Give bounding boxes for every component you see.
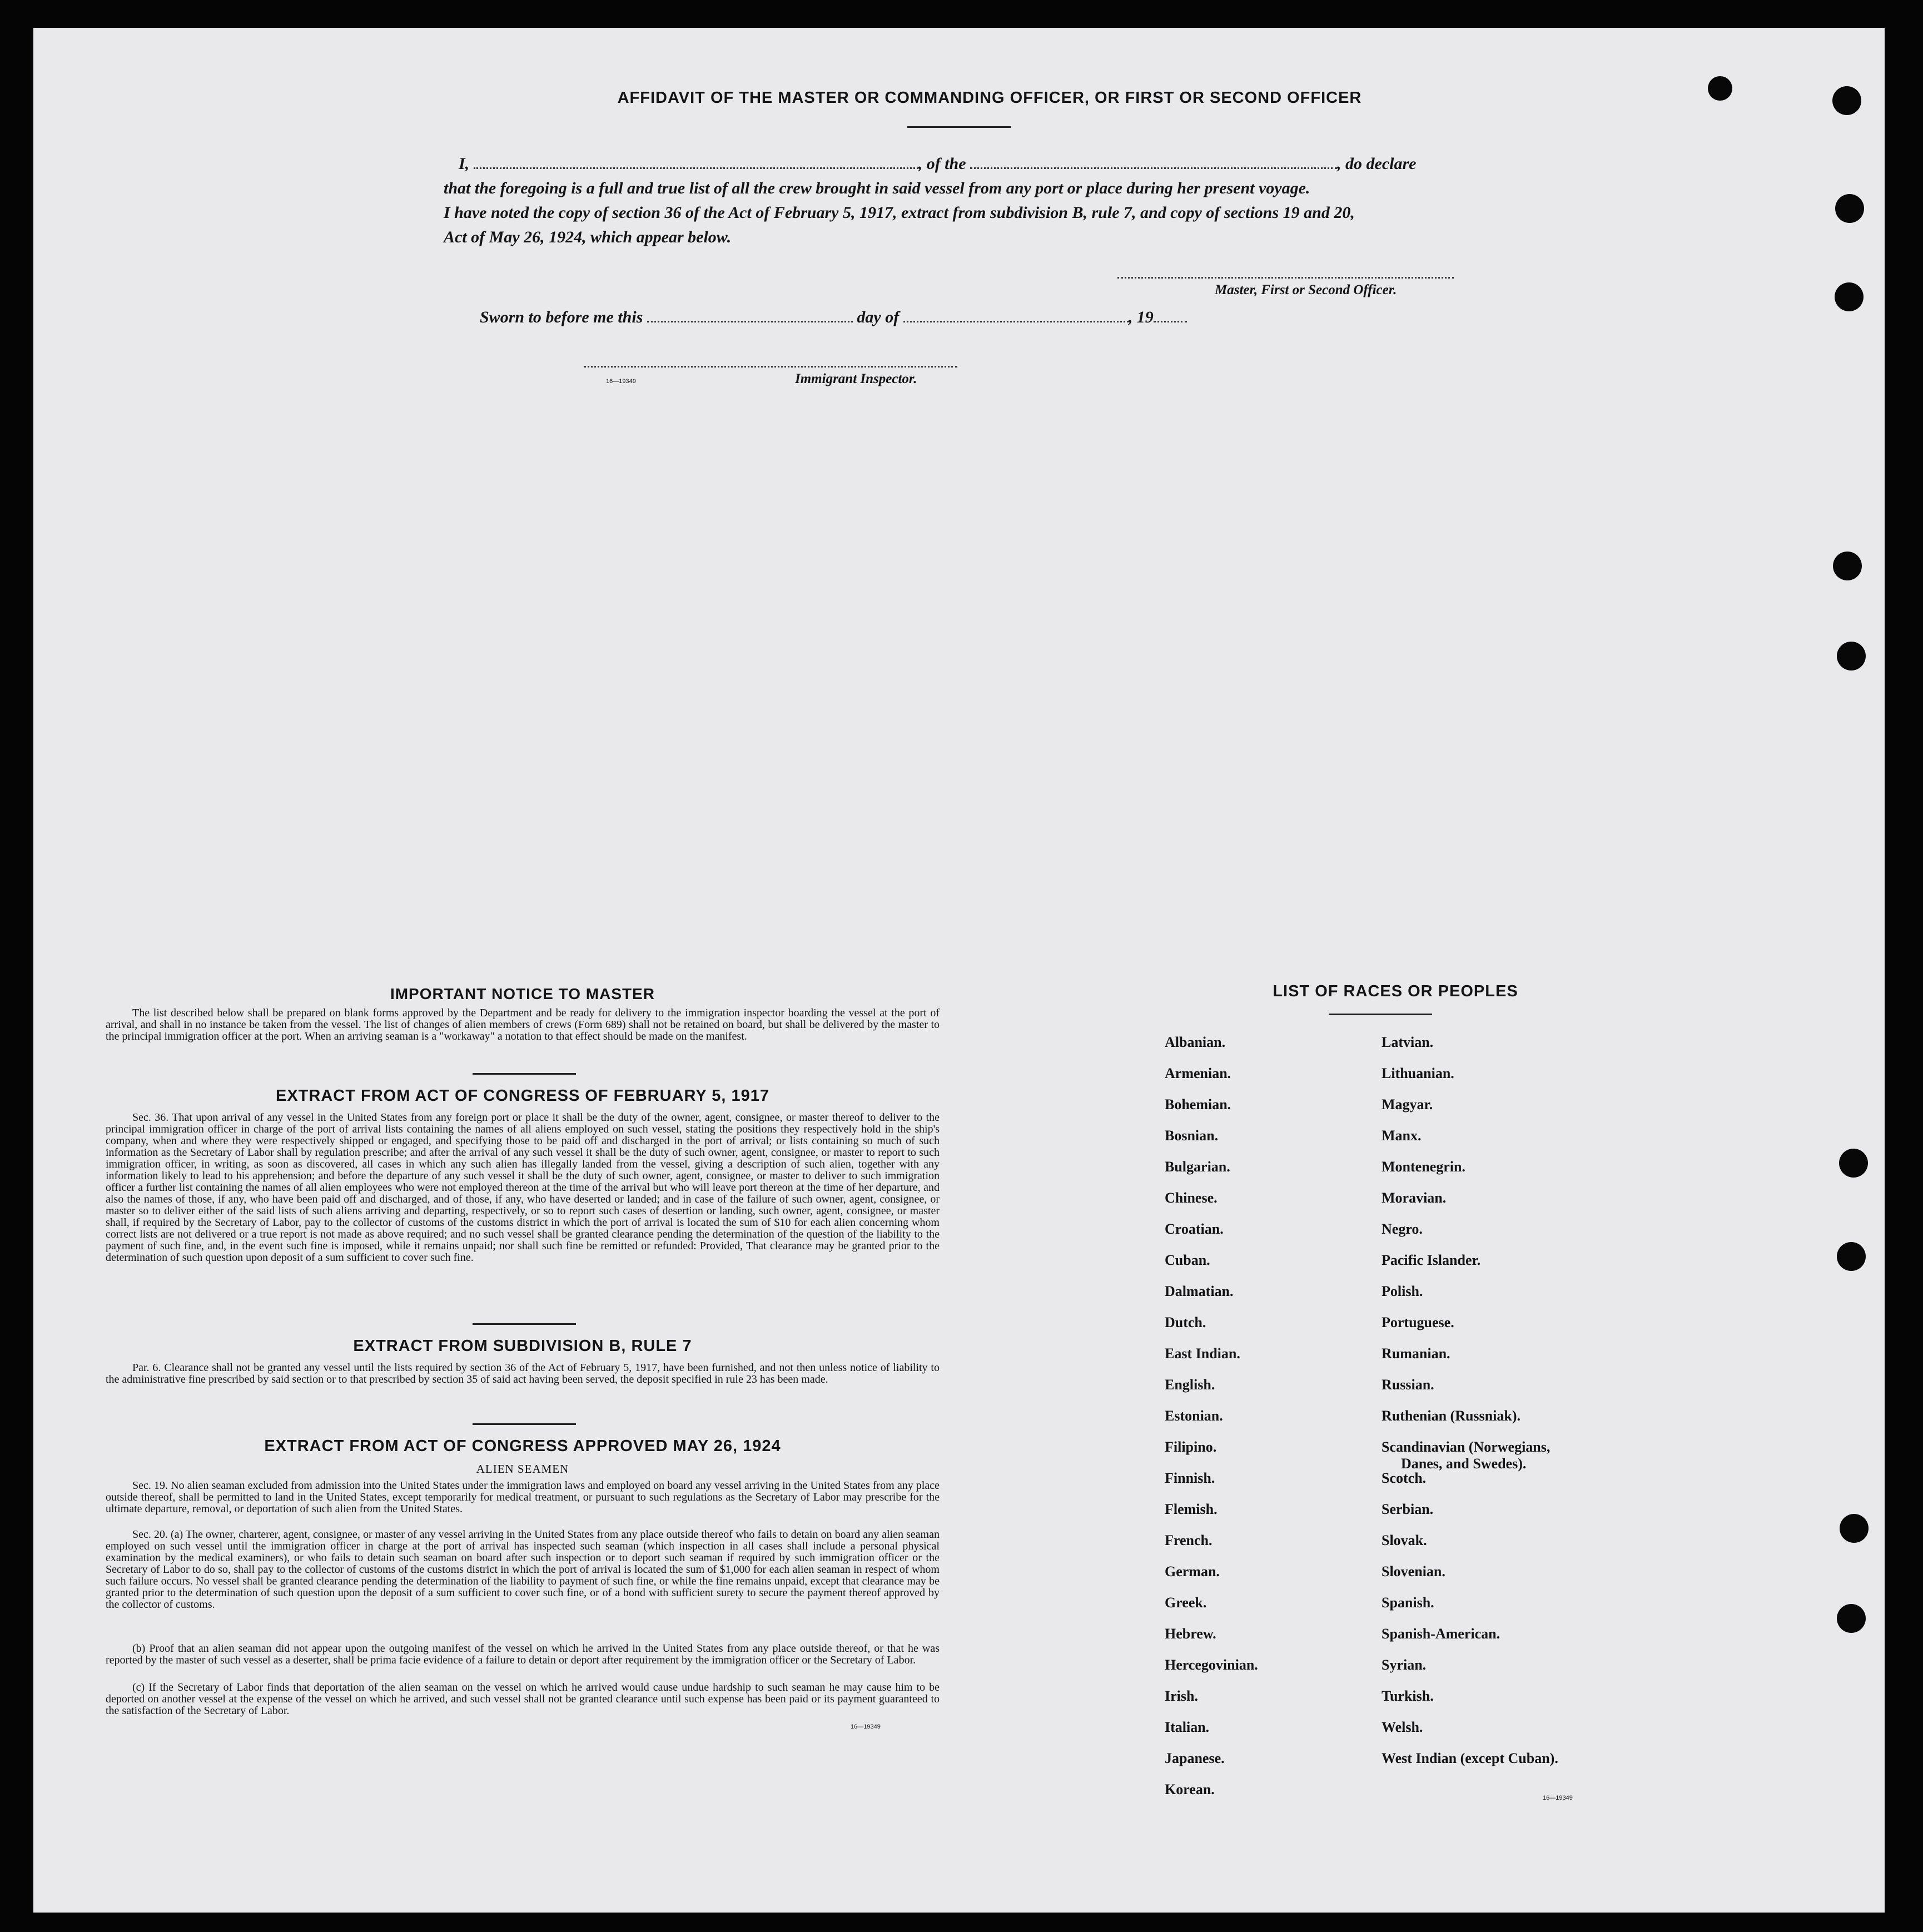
race-item: Bohemian. [1165, 1096, 1231, 1112]
race-item: English. [1165, 1377, 1215, 1393]
signature-line[interactable] [1117, 277, 1454, 279]
race-item: Irish. [1165, 1688, 1198, 1704]
race-item: Pacific Islander. [1382, 1252, 1481, 1268]
sec-19-text: Sec. 19. No alien seaman excluded from admission into the United States under the immigration laws and employed on board any vessel arriving in the United States from any place outside thereof, shall be permitted to land in the United States, except temporarily for medical treatment, or pursuant to such regulations as the Secretary of Labor may prescribe for the ultimate departure, removal, or deportation of such alien from the United States. [106, 1479, 940, 1515]
race-item: Finnish. [1165, 1470, 1215, 1486]
race-item: Turkish. [1382, 1688, 1434, 1704]
race-item: Slovak. [1382, 1532, 1427, 1548]
race-item: Hebrew. [1165, 1626, 1216, 1642]
race-item: Scotch. [1382, 1470, 1427, 1486]
form-sheet [33, 28, 1885, 1913]
race-item: Russian. [1382, 1377, 1434, 1393]
notice-divider [473, 1073, 576, 1075]
affidavit-line-2: that the foregoing is a full and true list of all the crew brought in said vessel from any port or place during her present voyage. [444, 179, 1310, 197]
race-item: Ruthenian (Russniak). [1382, 1408, 1520, 1424]
race-item: Estonian. [1165, 1408, 1223, 1424]
race-item: Portuguese. [1382, 1314, 1454, 1330]
affidavit-line-3: I have noted the copy of section 36 of the Act of February 5, 1917, extract from subdivision B, rule 7, and copy of sections 19 and 20, [444, 203, 1355, 222]
binder-hole [1840, 1514, 1869, 1543]
race-item: Hercegovinian. [1165, 1657, 1258, 1673]
race-item: Filipino. [1165, 1439, 1217, 1455]
declarant-line [459, 155, 1416, 173]
sec-20b-text: (b) Proof that an alien seaman did not appear upon the outgoing manifest of the vessel on which he arrived in the United States from any place outside thereof, or that he was reported by the master of such vessel as a deserter, shall be prima facie evidence of a failure to detain or deport after requirement by the immigration officer or the Secretary of Labor. [106, 1642, 940, 1666]
race-item: Greek. [1165, 1595, 1207, 1611]
binder-hole [1837, 642, 1866, 671]
race-item: Italian. [1165, 1719, 1210, 1735]
race-item: Dutch. [1165, 1314, 1206, 1330]
sworn-day-field[interactable] [647, 321, 853, 322]
sworn-month-field[interactable] [903, 321, 1129, 322]
binder-hole [1832, 86, 1861, 115]
rule-7-divider [473, 1423, 576, 1425]
race-item: West Indian (except Cuban). [1382, 1750, 1558, 1766]
do-declare-label: , do declare [1337, 155, 1417, 173]
race-item: Lithuanian. [1382, 1065, 1454, 1081]
race-item: Montenegrin. [1382, 1159, 1465, 1175]
inspector-label: Immigrant Inspector. [795, 371, 917, 386]
race-item: German. [1165, 1563, 1220, 1580]
race-item: Japanese. [1165, 1750, 1225, 1766]
race-item: Syrian. [1382, 1657, 1427, 1673]
declarant-name-field[interactable] [474, 167, 918, 169]
affidavit-form-code: 16—19349 [606, 378, 636, 385]
binder-hole [1835, 194, 1864, 223]
year-prefix-label: , 19 [1128, 308, 1154, 326]
race-item: Scandinavian (Norwegians, [1382, 1439, 1551, 1455]
race-item: Bosnian. [1165, 1128, 1219, 1144]
race-item: Slovenian. [1382, 1563, 1445, 1580]
races-divider [1329, 1014, 1432, 1015]
race-item: Moravian. [1382, 1190, 1447, 1206]
extract-1924-form-code: 16—19349 [851, 1724, 881, 1730]
day-of-label: day of [857, 308, 900, 326]
race-item: Chinese. [1165, 1190, 1218, 1206]
binder-hole [1708, 76, 1732, 101]
i-label: I, [459, 155, 470, 173]
extract-1917-divider [473, 1323, 576, 1325]
race-item: Armenian. [1165, 1065, 1231, 1081]
race-item: Manx. [1382, 1128, 1422, 1144]
sec-20c-text: (c) If the Secretary of Labor finds that deportation of the alien seaman on the vessel on which he arrived would cause undue hardship to such seaman he may cause him to be deported on another vessel at the expense of the vessel on which he arrived, and such vessel shall not be granted clearance until such expense has been paid or its payment guaranteed to the satisfaction of the Secretary of Labor. [106, 1681, 940, 1717]
notice-text: The list described below shall be prepared on blank forms approved by the Department and be ready for delivery to the immigration inspector boarding the vessel at the port of arrival, and shall in no instance be taken from the vessel. The list of changes of alien members of crews (Form 689) shall not be retained on board, but shall be delivered by the master to the principal immigration officer at the port. When an arriving seaman is a "workaway" a notation to that effect should be made on the manifest. [106, 1007, 940, 1042]
race-item: Rumanian. [1382, 1345, 1450, 1362]
extract-1924-subtitle: ALIEN SEAMEN [476, 1462, 569, 1476]
race-item: Bulgarian. [1165, 1159, 1230, 1175]
title-underline [907, 126, 1011, 128]
extract-1917-text: Sec. 36. That upon arrival of any vessel in the United States from any foreign port or place it shall be the duty of the owner, agent, consignee, or master thereof to deliver to the principal immigration officer in charge of the port of arrival lists containing the names of all aliens employed on such vessel, stating the positions they respectively hold in the ship's company, when and where they were respectively shipped or engaged, and specifying those to be paid off and discharged in the port of arrival; or lists containing so much of such information as the Secretary of Labor shall by regulation prescribe; and after the arrival of any such vessel it shall be the duty of such owner, agent, consignee, or master to report to such immigration officer, in writing, as soon as discovered, all cases in which any such alien has illegally landed from the vessel, giving a description of such alien, together with any information likely to lead to his apprehension; and before the departure of any such vessel it shall be the duty of such owner, agent, consignee, or master to deliver to such immigration officer a further list containing the names of all alien employees who were not employed thereon at the time of the arrival but who will leave port thereon at the time of her departure, and also the names of those, if any, who have been paid off and discharged, and of those, if any, who have deserted or landed; and in case of the failure of such owner, agent, consignee, or master so to deliver either of the said lists of such aliens arriving and departing, respectively, or so to report such cases of desertion or landing, such owner, agent, consignee, or master shall, if required by the Secretary of Labor, pay to the collector of customs of the customs district in which the port of arrival is located the sum of $10 for each alien concerning whom correct lists are not delivered or a true report is not made as above required; and no such vessel shall be granted clearance pending the determination of the question of the liability to the payment of such fine, and, in the event such fine is imposed, while it remains unpaid; nor shall such fine be remitted or refunded: Provided, That clearance may be granted prior to the determination of such question upon deposit of a sum sufficient to cover such fine. [106, 1111, 940, 1264]
race-item: Dalmatian. [1165, 1283, 1234, 1299]
binder-hole [1837, 1604, 1866, 1633]
vessel-name-field[interactable] [970, 167, 1337, 169]
race-item: Serbian. [1382, 1501, 1434, 1517]
binder-hole [1833, 552, 1862, 580]
binder-hole [1837, 1242, 1866, 1271]
binder-hole [1839, 1149, 1868, 1178]
race-item: Latvian. [1382, 1034, 1434, 1050]
sworn-label: Sworn to before me this [480, 308, 643, 326]
notice-title: IMPORTANT NOTICE TO MASTER [390, 985, 655, 1002]
binder-hole [1835, 282, 1864, 311]
rule-7-title: EXTRACT FROM SUBDIVISION B, RULE 7 [353, 1337, 692, 1355]
race-item: Croatian. [1165, 1221, 1224, 1237]
races-title: LIST OF RACES OR PEOPLES [1273, 982, 1518, 1000]
sworn-year-field[interactable] [1154, 321, 1187, 322]
race-item: Albanian. [1165, 1034, 1226, 1050]
race-item: Welsh. [1382, 1719, 1423, 1735]
affidavit-title: AFFIDAVIT OF THE MASTER OR COMMANDING OFFICER, OR FIRST OR SECOND OFFICER [617, 89, 1362, 107]
sworn-line [480, 308, 1187, 327]
affidavit-line-4: Act of May 26, 1924, which appear below. [444, 228, 732, 246]
race-item: Cuban. [1165, 1252, 1210, 1268]
race-item: Magyar. [1382, 1096, 1433, 1112]
race-item: Korean. [1165, 1781, 1215, 1797]
race-item: Polish. [1382, 1283, 1423, 1299]
extract-1924-title: EXTRACT FROM ACT OF CONGRESS APPROVED MAY 26, 1924 [264, 1437, 781, 1455]
race-item: Spanish. [1382, 1595, 1434, 1611]
extract-1917-title: EXTRACT FROM ACT OF CONGRESS OF FEBRUARY 5, 1917 [275, 1087, 770, 1105]
signature-label: Master, First or Second Officer. [1215, 282, 1397, 297]
race-item: Danes, and Swedes). [1401, 1456, 1527, 1472]
race-item: Spanish-American. [1382, 1626, 1500, 1642]
inspector-signature-line[interactable] [584, 366, 957, 367]
race-item: French. [1165, 1532, 1213, 1548]
races-form-code: 16—19349 [1543, 1795, 1573, 1801]
rule-7-text: Par. 6. Clearance shall not be granted any vessel until the lists required by section 36 of the Act of February 5, 1917, have been furnished, and not then unless notice of liability to the administrative fine prescribed by said section or to that prescribed by section 35 of said act having been served, the deposit specified in rule 23 has been made. [106, 1362, 940, 1385]
race-item: Flemish. [1165, 1501, 1218, 1517]
sec-20a-text: Sec. 20. (a) The owner, charterer, agent, consignee, or master of any vessel arriving in the United States from any place outside thereof who fails to detain on board any alien seaman employed on such vessel until the immigration officer in charge at the port of arrival has inspected such seaman (which inspection in all cases shall include a personal physical examination by the medical examiners), or who fails to detain such seaman on board after such inspection or to deport such seaman if required by such immigration officer or the Secretary of Labor to do so, shall pay to the collector of customs of the customs district in which the port of arrival is located the sum of $1,000 for each alien seaman in respect of whom such failure occurs. No vessel shall be granted clearance pending the determination of the liability to payment of such fine, or while the fine remains unpaid, except that clearance may be granted prior to the determination of such question upon the deposit of a sum sufficient to cover such fine, or of a bond with sufficient surety to secure the payment thereof approved by the collector of customs. [106, 1528, 940, 1611]
of-the-label: , of the [918, 155, 966, 173]
race-item: Negro. [1382, 1221, 1423, 1237]
race-item: East Indian. [1165, 1345, 1240, 1362]
